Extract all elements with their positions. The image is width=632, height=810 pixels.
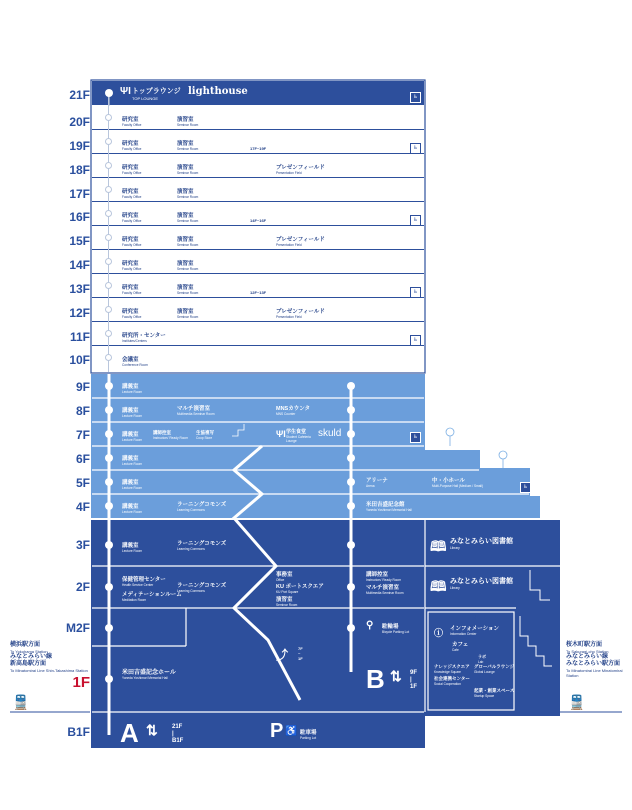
- floor-18-row: [92, 154, 424, 178]
- lecture-room-6f: 講義室 Lecture Room: [122, 456, 143, 466]
- faculty-office: 研究室 Faculty Office: [122, 117, 142, 127]
- floor-label-5f: 5F: [75, 476, 90, 490]
- faculty-office: 研究室 Faculty Office: [122, 309, 142, 319]
- seminar-room-2f: 演習室 Seminar Room: [276, 597, 298, 607]
- multimedia-seminar-room-2f: マルチ演習室 Multimedia Seminar Room: [366, 585, 404, 595]
- floor-17-row: [92, 178, 424, 202]
- escalator-icon: ⤴: [276, 648, 289, 662]
- lighthouse-logo: lighthouse: [188, 86, 248, 97]
- institute-center: 研究所・センター Institutes/Centers: [122, 333, 166, 343]
- elevator-stop: [105, 430, 113, 438]
- floor-label-16f: 16F: [69, 210, 90, 224]
- elevator-a-icon: ⇅: [146, 722, 158, 738]
- knowledge-square: ナレッジスクエア Knowledge Square: [434, 664, 470, 674]
- restroom-icon: ♿: [520, 482, 531, 493]
- lecture-room-9f: 講義室 Lecture Room: [122, 384, 143, 394]
- elevator-stop: [105, 624, 113, 632]
- right-station-directions: 桜木町駅方面 To Sakuragi-cho Station みなとみらい線 みなとみらい駅方面 To Minatomirai Line Minatomirai Station: [566, 642, 623, 678]
- stairs-label: 12F~13F: [250, 290, 267, 295]
- elevator-stop: [105, 406, 113, 414]
- elevator-stop: [105, 354, 112, 361]
- seminar-room: 演習室 Seminar Room: [177, 141, 199, 151]
- elevator-stop: [105, 258, 112, 265]
- floor-label-21f: 21F: [69, 88, 90, 102]
- lecture-room-8f: 講義室 Lecture Room: [122, 408, 143, 418]
- learning-commons-2f: ラーニングコモンズ Learning Commons: [177, 583, 227, 593]
- parking-letter: P: [270, 720, 284, 742]
- floor-label-2f: 2F: [75, 580, 90, 594]
- floor-label-9f: 9F: [75, 380, 90, 394]
- restroom-icon: ♿: [410, 92, 421, 103]
- skuld-logo: skuld: [318, 428, 342, 439]
- library-3f: みなとみらい図書館 Library: [450, 538, 513, 550]
- seminar-room: 演習室 Seminar Room: [177, 261, 199, 271]
- learning-commons-3f: ラーニングコモンズ Learning Commons: [177, 541, 227, 551]
- elevator-stop: [347, 502, 355, 510]
- seminar-room: 演習室 Seminar Room: [177, 285, 199, 295]
- floor-label-3f: 3F: [75, 538, 90, 552]
- escalator-label: 7F ~ 1F: [298, 646, 303, 661]
- yoneda-memorial-hall-4f: 米田吉盛記念館 Yoneda Yoshimori Memorial Hall: [366, 502, 412, 512]
- floor-label-1f: 1F: [72, 674, 90, 691]
- floor-label-15f: 15F: [69, 234, 90, 248]
- book-icon: 🕮: [430, 578, 447, 594]
- floor-label-11f: 11F: [69, 330, 90, 344]
- top-lounge-label: トップラウンジ TOP LOUNGE: [132, 88, 181, 101]
- floor-label-10f: 10F: [69, 353, 90, 367]
- multi-purpose-hall: 中・小ホール Multi-Purpose Hall (Medium / Small): [432, 478, 484, 488]
- elevator-stop: [347, 454, 355, 462]
- elevator-stop: [105, 114, 112, 121]
- startup-space: 起業・創業スペース Startup Space: [474, 688, 515, 698]
- conference-room: 会議室 Conference Room: [122, 357, 148, 367]
- elevator-stop: [347, 382, 355, 390]
- info-icon: ⓘ: [434, 628, 444, 638]
- elevator-b-icon: ⇅: [390, 668, 402, 684]
- learning-commons-4f: ラーニングコモンズ Learning Commons: [177, 502, 227, 512]
- book-icon: 🕮: [430, 538, 447, 554]
- seminar-room: 演習室 Seminar Room: [177, 165, 199, 175]
- elevator-b-letter: B: [366, 664, 385, 694]
- elevator-stop: [105, 138, 112, 145]
- mns-counter: MNSカウンタ MNS Counter: [276, 406, 311, 416]
- elevator-stop: [347, 624, 355, 632]
- lecture-room-4f: 講義室 Lecture Room: [122, 504, 143, 514]
- elevator-stop: [347, 583, 355, 591]
- floor-label-12f: 12F: [69, 306, 90, 320]
- coop-store: 生協複写 Coop Store: [196, 430, 214, 440]
- elevator-stop: [105, 306, 112, 313]
- lab-label: ラボ Lab: [478, 654, 486, 664]
- train-icon-left: 🚆: [12, 694, 30, 710]
- fork-knife-icon: ΨI: [276, 429, 286, 439]
- faculty-office: 研究室 Faculty Office: [122, 141, 142, 151]
- floor-20-row: [92, 106, 424, 130]
- lecture-room-5f: 講義室 Lecture Room: [122, 480, 143, 490]
- stairs-label: 14F~16F: [250, 218, 267, 223]
- train-icon-right: 🚆: [568, 694, 586, 710]
- restroom-icon: ♿: [410, 215, 421, 226]
- elevator-stop: [105, 162, 112, 169]
- seminar-room: 演習室 Seminar Room: [177, 189, 199, 199]
- restroom-icon: ♿: [410, 335, 421, 346]
- presentation-field: プレゼンフィールド Presentation Field: [276, 237, 325, 247]
- floor-label-20f: 20F: [69, 115, 90, 129]
- floor-label-4f: 4F: [75, 500, 90, 514]
- global-lounge: グローバルラウンジ Global Lounge: [474, 664, 515, 674]
- yoneda-memorial-hall-1f: 米田吉盛記念ホール Yoneda Yoshimori Memorial Hall: [122, 670, 176, 680]
- elevator-stop: [105, 454, 113, 462]
- elevator-stop: [347, 478, 355, 486]
- lecture-room-3f: 講義室 Lecture Room: [122, 543, 143, 553]
- elevator-stop: [105, 583, 113, 591]
- information-center: インフォメーション Information Center: [450, 626, 500, 636]
- elevator-stop: [105, 675, 113, 683]
- seminar-room: 演習室 Seminar Room: [177, 309, 199, 319]
- floor-15-row: [92, 226, 424, 250]
- health-service-center: 保健管理センター Health Service Center: [122, 577, 166, 587]
- faculty-office: 研究室 Faculty Office: [122, 261, 142, 271]
- faculty-office: 研究室 Faculty Office: [122, 285, 142, 295]
- elevator-stop: [105, 89, 113, 97]
- faculty-office: 研究室 Faculty Office: [122, 237, 142, 247]
- wheelchair-icon: ♿: [285, 726, 298, 737]
- elevator-stop: [105, 234, 112, 241]
- elevator-stop: [105, 502, 113, 510]
- seminar-room: 演習室 Seminar Room: [177, 117, 199, 127]
- cafe: カフェ Cafe: [452, 642, 469, 652]
- floor-label-m2f: M2F: [66, 621, 90, 635]
- multimedia-seminar-room: マルチ演習室 Multimedia Seminar Room: [177, 406, 215, 416]
- elevator-stop: [347, 406, 355, 414]
- floor-label-19f: 19F: [69, 139, 90, 153]
- student-cafeteria: 学生食堂 Student Cafeteria Lounge: [286, 429, 311, 443]
- stairs-label: 17F~19F: [250, 146, 267, 151]
- elevator-b-range: 9F | 1F: [410, 670, 418, 690]
- parking-lot: 駐車場 Parking Lot: [300, 730, 317, 740]
- elevator-stop: [105, 210, 112, 217]
- faculty-office: 研究室 Faculty Office: [122, 213, 142, 223]
- floor-label-6f: 6F: [75, 452, 90, 466]
- instructor-ready-room-7f: 講師控室 Instructors' Ready Room: [153, 430, 188, 440]
- arena: アリーナ Arena: [366, 478, 388, 488]
- restroom-icon: ♿: [410, 143, 421, 154]
- elevator-stop: [347, 430, 355, 438]
- elevator-stop: [105, 186, 112, 193]
- bicycle-icon: ⚲: [366, 620, 374, 631]
- office: 事務室 Office: [276, 572, 293, 582]
- faculty-office: 研究室 Faculty Office: [122, 165, 142, 175]
- fork-knife-icon: ΨI: [120, 86, 131, 97]
- presentation-field: プレゼンフィールド Presentation Field: [276, 309, 325, 319]
- floor-label-14f: 14F: [69, 258, 90, 272]
- floor-14-row: [92, 250, 424, 274]
- seminar-room: 演習室 Seminar Room: [177, 213, 199, 223]
- floor-label-17f: 17F: [69, 187, 90, 201]
- elevator-a-letter: A: [120, 718, 139, 748]
- ku-port-square: KU ポートスクエア KU Port Square: [276, 584, 324, 594]
- meditation-room: メディテーションルーム Meditation Room: [122, 592, 182, 602]
- floor-label-18f: 18F: [69, 163, 90, 177]
- elevator-a-range: 21F | B1F: [172, 724, 184, 744]
- floor-label-13f: 13F: [69, 282, 90, 296]
- floor-label-b1f: B1F: [67, 725, 90, 739]
- elevator-stop: [105, 330, 112, 337]
- library-2f: みなとみらい図書館 Library: [450, 578, 513, 590]
- elevator-stop: [105, 382, 113, 390]
- restroom-icon: ♿: [410, 432, 421, 443]
- instructor-ready-room-2f: 講師控室 Instructors' Ready Room: [366, 572, 401, 582]
- floor-label-7f: 7F: [75, 428, 90, 442]
- elevator-stop: [105, 282, 112, 289]
- elevator-stop: [347, 541, 355, 549]
- presentation-field: プレゼンフィールド Presentation Field: [276, 165, 325, 175]
- seminar-room: 演習室 Seminar Room: [177, 237, 199, 247]
- floor-12-row: [92, 298, 424, 322]
- left-station-directions: 横浜駅方面 To Yokohama Station みなとみらい線 新高島駅方面 To Minatomirai Line Shin-Takashima Station: [10, 642, 88, 673]
- restroom-icon: ♿: [410, 287, 421, 298]
- lecture-room-7f: 講義室 Lecture Room: [122, 432, 143, 442]
- elevator-stop: [105, 478, 113, 486]
- elevator-stop: [105, 541, 113, 549]
- floor-label-8f: 8F: [75, 404, 90, 418]
- social-cooperation: 社会連携センター Social Cooperation: [434, 676, 470, 686]
- bicycle-parking: 駐輪場 Bicycle Parking Lot: [382, 624, 410, 634]
- faculty-office: 研究室 Faculty Office: [122, 189, 142, 199]
